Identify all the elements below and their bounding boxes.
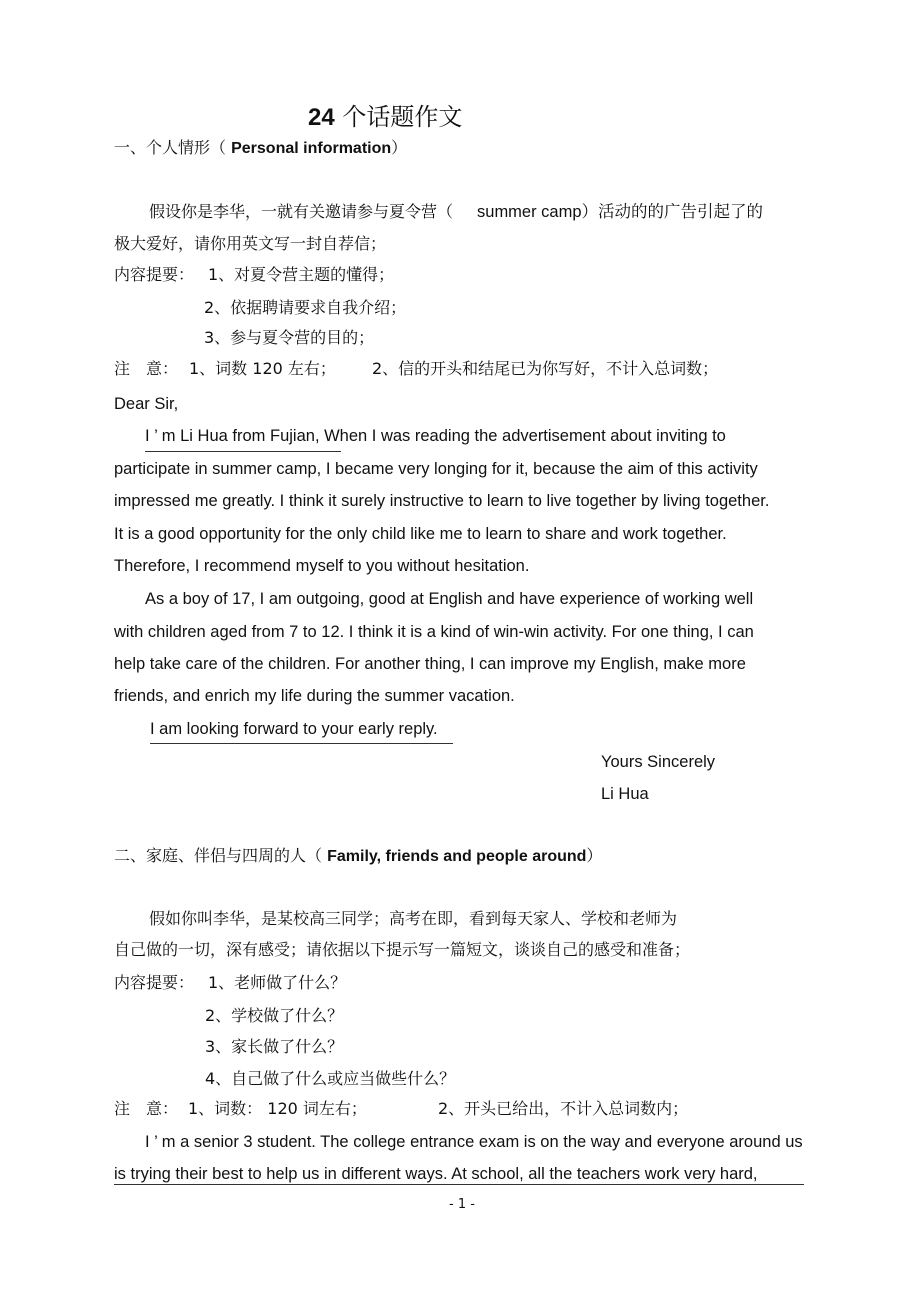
section-1-note-label: 注 意： <box>114 359 179 378</box>
section-2-point-2: 2、学校做了什么？ <box>205 1006 344 1025</box>
letter-line: impressed me greatly. I think it surely instructive to learn to live together by living together. <box>114 492 770 510</box>
section-2-note-label: 注 意： <box>114 1099 179 1118</box>
letter-line: It is a good opportunity for the only child like me to learn to share and work together. <box>114 525 727 543</box>
letter-signature: Li Hua <box>601 785 649 803</box>
section-1-point-3: 3、参与夏令营的目的； <box>204 328 375 347</box>
underline <box>114 1184 804 1185</box>
letter-line: I am looking forward to your early reply. <box>150 720 438 738</box>
section-1-point-1: 1、对夏令营主题的懂得； <box>208 265 395 284</box>
section-2-note-1: 1、词数： 120 词左右； <box>188 1099 367 1118</box>
section-1-heading: 一、个人情形（ Personal information） <box>114 138 408 157</box>
underline <box>145 451 341 452</box>
section-2-prompt-line-1: 假如你叫李华，是某校高三同学；高考在即，看到每天家人、学校和老师为 <box>149 909 678 928</box>
letter-closing: Yours Sincerely <box>601 753 716 771</box>
section-1-point-2: 2、依据聘请要求自我介绍； <box>204 298 407 317</box>
section-2-points-label: 内容提要： <box>114 973 195 992</box>
section-2-heading: 二、家庭、伴侣与四周的人（ Family, friends and people around） <box>114 846 603 865</box>
essay-line: is trying their best to help us in different ways. At school, all the teachers work very hard, <box>114 1165 758 1183</box>
section-1-points-label: 内容提要： <box>114 265 195 284</box>
letter-line: I ’ m Li Hua from Fujian, When I was reading the advertisement about inviting to <box>145 427 726 445</box>
letter-line: As a boy of 17, I am outgoing, good at English and have experience of working well <box>145 590 754 608</box>
section-2-point-3: 3、家长做了什么？ <box>205 1037 344 1056</box>
section-1-prompt-line-1: 假设你是李华，一就有关邀请参与夏令营（ summer camp）活动的的广告引起了的 <box>149 202 764 221</box>
section-2-point-4: 4、自己做了什么或应当做些什么？ <box>205 1069 456 1088</box>
letter-line: help take care of the children. For another thing, I can improve my English, make more <box>114 655 746 673</box>
section-1-prompt-line-2: 极大爱好，请你用英文写一封自荐信； <box>114 234 387 253</box>
essay-line: I ’ m a senior 3 student. The college entrance exam is on the way and everyone around us <box>145 1133 803 1151</box>
section-2-prompt-line-2: 自己做的一切，深有感受；请依据以下提示写一篇短文，谈谈自己的感受和准备； <box>114 940 691 959</box>
letter-line: participate in summer camp, I became very longing for it, because the aim of this activity <box>114 460 758 478</box>
section-2-note-2: 2、开头已给出，不计入总词数内； <box>438 1099 689 1118</box>
letter-line: Therefore, I recommend myself to you without hesitation. <box>114 557 530 575</box>
section-1-note-1: 1、词数 120 左右； <box>189 359 336 378</box>
page-number: - 1 - <box>449 1197 475 1212</box>
letter-line: friends, and enrich my life during the summer vacation. <box>114 687 515 705</box>
page-title: 24 个话题作文 <box>308 103 463 131</box>
section-2-point-1: 1、老师做了什么？ <box>208 973 347 992</box>
letter-salutation: Dear Sir, <box>114 395 179 413</box>
section-1-note-2: 2、信的开头和结尾已为你写好，不计入总词数； <box>372 359 719 378</box>
letter-line: with children aged from 7 to 12. I think it is a kind of win-win activity. For one thing, I can <box>114 623 754 641</box>
underline <box>150 743 453 744</box>
